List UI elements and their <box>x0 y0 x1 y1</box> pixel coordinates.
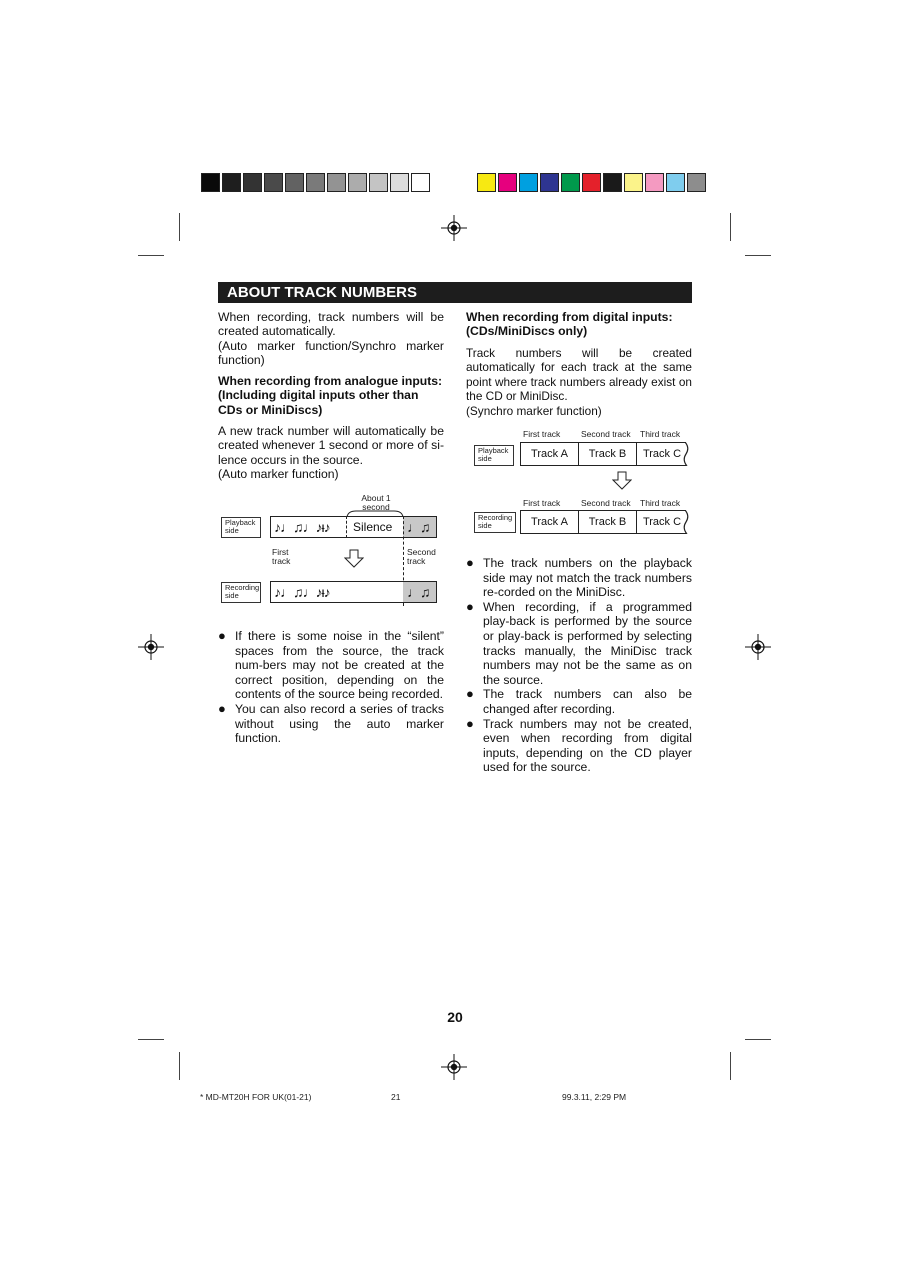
color-swatch <box>327 173 346 192</box>
list-item: ● The track numbers on the playback side may not match the track numbers re-corded on the MiniDisc. <box>466 556 692 600</box>
strip-wavy-edge <box>683 442 691 466</box>
playback-side-tag: Playback side <box>221 517 261 538</box>
music-notes-icon: ♪♩♫♩♪ᵼ♪ <box>274 584 330 600</box>
track-header-third: Third track <box>640 498 681 508</box>
intro-text: When recording, track numbers will be created automatically. (Auto marker function/Synchro marker function) <box>218 310 444 368</box>
playback-strip <box>270 516 404 538</box>
recording-track-strip <box>520 510 686 534</box>
list-item: ● The track numbers can also be changed after recording. <box>466 687 692 716</box>
down-arrow-icon <box>612 471 632 491</box>
color-swatch <box>285 173 304 192</box>
track-cell: Track C <box>642 516 682 528</box>
footer-center: 21 <box>391 1092 401 1102</box>
crop-mark <box>730 1052 731 1080</box>
color-swatch <box>264 173 283 192</box>
music-notes-icon: ♩♫ <box>407 584 430 600</box>
list-item: ● If there is some noise in the “silent” spaces from the source, the track num-bers may not be created at the correct position, depending on the contents of the source being recorded. <box>218 629 444 702</box>
track-cell: Track B <box>579 511 637 533</box>
silence-start-dashed-line <box>346 516 347 538</box>
list-item: ● Track numbers may not be created, even when recording from digital inputs, depending on the CD player used for the source. <box>466 717 692 775</box>
registration-mark-icon <box>745 634 771 660</box>
music-notes-icon: ♩♫ <box>407 519 430 535</box>
recording-side-tag: Recording side <box>474 512 516 533</box>
color-swatch <box>645 173 664 192</box>
crop-mark <box>179 1052 180 1080</box>
color-swatch <box>582 173 601 192</box>
list-item: ● You can also record a series of tracks without using the auto marker function. <box>218 702 444 746</box>
track-header-second: Second track <box>581 429 631 439</box>
color-swatch <box>369 173 388 192</box>
color-swatch <box>348 173 367 192</box>
strip-wavy-edge <box>683 510 691 534</box>
color-swatch <box>561 173 580 192</box>
crop-mark <box>138 1039 164 1040</box>
track-cell: Track A <box>521 443 579 465</box>
footer-right: 99.3.11, 2:29 PM <box>562 1092 627 1102</box>
right-bullet-list <box>466 556 692 775</box>
analogue-heading: When recording from analogue inputs: (Including digital inputs other than CDs or MiniDiscs) <box>218 374 443 417</box>
crop-mark <box>730 213 731 241</box>
track-cell: Track A <box>521 511 579 533</box>
crop-mark <box>745 1039 771 1040</box>
color-swatch <box>540 173 559 192</box>
music-notes-icon: ♪♩♫♩♪ᵼ♪ <box>274 519 330 535</box>
color-swatch <box>666 173 685 192</box>
registration-mark-icon <box>441 1054 467 1080</box>
list-item: ● When recording, if a programmed play-back is performed by the source or play-back is performed by selecting tracks manually, the MiniDisc track numbers may not be the same as on the source. <box>466 600 692 688</box>
color-swatch <box>201 173 220 192</box>
playback-side-tag: Playback side <box>474 445 514 466</box>
color-swatch <box>390 173 409 192</box>
silence-label: Silence <box>353 520 393 534</box>
playback-tail <box>403 516 437 538</box>
section-title: ABOUT TRACK NUMBERS <box>218 282 692 303</box>
track-header-first: First track <box>523 498 561 508</box>
crop-mark <box>138 255 164 256</box>
registration-mark-icon <box>138 634 164 660</box>
track-header-second: Second track <box>581 498 631 508</box>
analogue-body: A new track number will automatically be created whenever 1 second or more of si-lence occurs in the source. (Auto marker function) <box>218 424 444 482</box>
color-swatch <box>603 173 622 192</box>
track-header-third: Third track <box>640 429 681 439</box>
track-cell: Track C <box>642 448 682 460</box>
color-swatch <box>477 173 496 192</box>
down-arrow-icon <box>344 549 364 569</box>
crop-mark <box>745 255 771 256</box>
color-swatch <box>222 173 241 192</box>
second-track-label: Second track <box>407 547 436 566</box>
recording-side-tag: Recording side <box>221 582 261 603</box>
color-swatch <box>411 173 430 192</box>
color-swatch <box>243 173 262 192</box>
registration-mark-icon <box>441 215 467 241</box>
digital-heading: When recording from digital inputs: (CDs/MiniDiscs only) <box>466 310 673 339</box>
color-swatch <box>498 173 517 192</box>
recording-tail <box>403 581 437 603</box>
left-bullet-list <box>218 629 444 746</box>
digital-body: Track numbers will be created automatically for each track at the same point where track numbers already exist on the CD or MiniDisc. (Synchro marker function) <box>466 346 692 418</box>
track-cell: Track B <box>579 443 637 465</box>
color-swatch <box>687 173 706 192</box>
page-number: 20 <box>447 1009 463 1025</box>
about-one-second-label: About 1 second <box>361 493 391 512</box>
track-header-first: First track <box>523 429 561 439</box>
playback-track-strip <box>520 442 686 466</box>
recording-strip <box>270 581 404 603</box>
crop-mark <box>179 213 180 241</box>
color-swatch <box>624 173 643 192</box>
footer-left: * MD-MT20H FOR UK(01-21) <box>200 1092 312 1102</box>
color-swatch <box>519 173 538 192</box>
color-swatch <box>306 173 325 192</box>
first-track-label: First track <box>272 547 291 566</box>
